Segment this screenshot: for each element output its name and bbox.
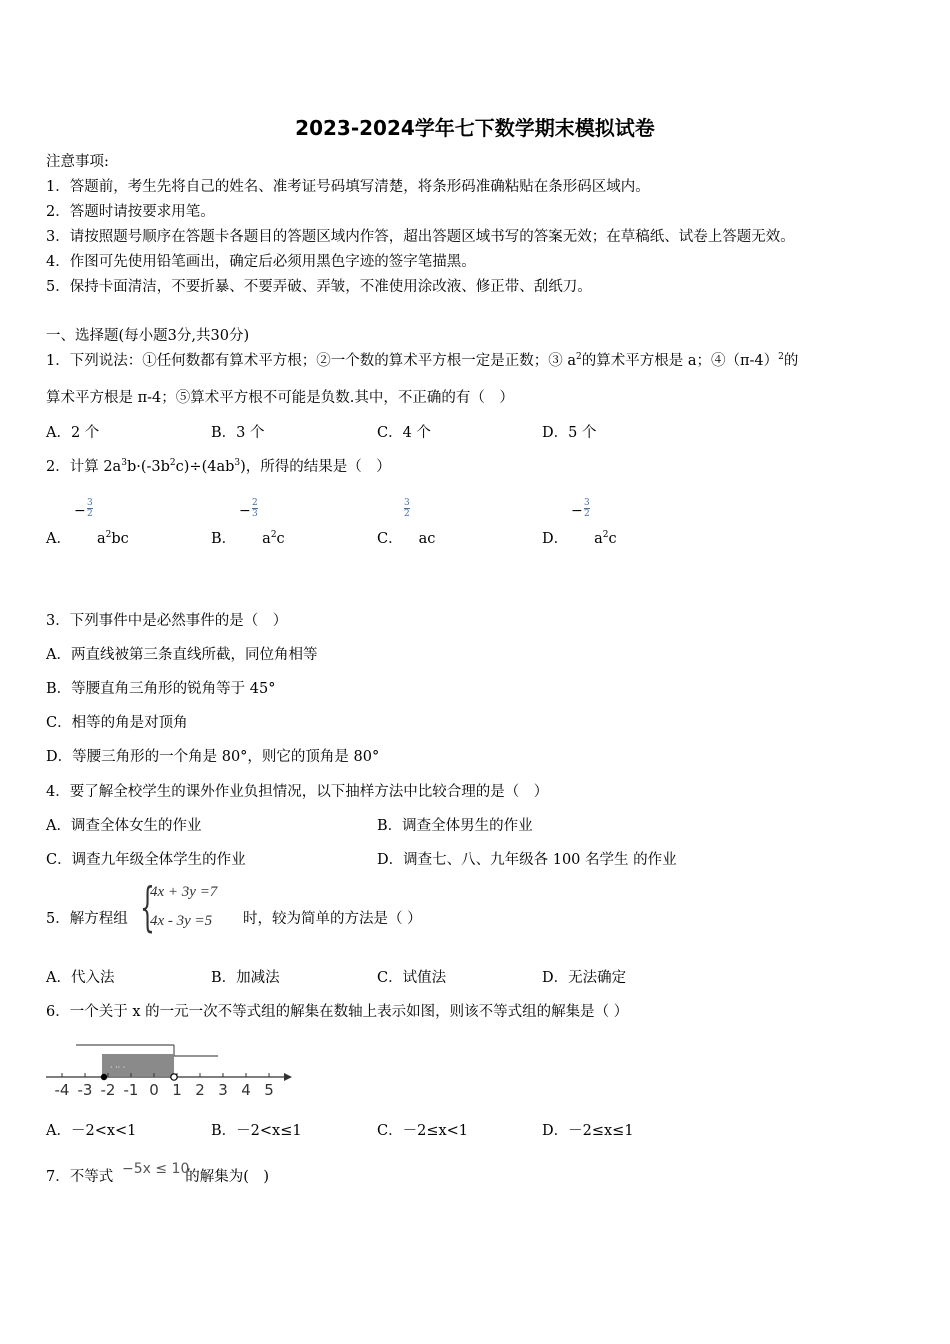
question-3-stem: 3．下列事件中是必然事件的是（ ） [46, 613, 288, 629]
q2-a-fraction [87, 498, 93, 519]
q7-text-b: 的解集为( ) [185, 1169, 270, 1185]
q2-a-base: a [96, 531, 106, 547]
q2-c-numerator: 3 [404, 498, 410, 508]
q6-option-a: A．－2<x<1 [46, 1123, 137, 1139]
q6-option-d: D．－2≤x≤1 [542, 1123, 634, 1139]
q3-option-a: A．两直线被第三条直线所截，同位角相等 [46, 647, 318, 663]
axis-tick-label: -1 [123, 1081, 139, 1099]
number-line-figure [40, 1040, 300, 1100]
q6-option-c: C．－2≤x<1 [377, 1123, 469, 1139]
q1-option-b: B．3 个 [211, 425, 265, 441]
q1-text-c: 的 [783, 353, 799, 369]
q6-option-b: B．－2<x≤1 [211, 1123, 302, 1139]
q1-text-a: 1．下列说法：①任何数都有算术平方根；②一个数的算术平方根一定是正数；③ a [46, 353, 576, 369]
question-2-stem [46, 457, 391, 477]
question-1-stem-line2: 算术平方根是 π-4；⑤算术平方根不可能是负数.其中，不正确的有（ ） [46, 390, 514, 406]
q4-option-b: B．调查全体男生的作业 [377, 818, 533, 834]
q1-option-a: A．2 个 [46, 425, 100, 441]
q2-a-label: A． [46, 531, 71, 547]
q2-b-fraction [252, 498, 258, 519]
equation-system [140, 878, 240, 940]
question-4-stem: 4．要了解全校学生的课外作业负担情况，以下抽样方法中比较合理的是（ ） [46, 784, 549, 800]
axis-tick-label: 0 [149, 1081, 159, 1099]
q2-b-base: a [262, 531, 271, 547]
axis-tick-label: 5 [264, 1081, 274, 1099]
q2-text: )，所得的结果是（ ） [240, 459, 391, 475]
q2-d-sup: 2 [602, 530, 609, 540]
equation-1: 4x + 3y =7 [150, 884, 218, 900]
axis-tick-label: -4 [54, 1081, 70, 1099]
q2-sup: 2 [169, 458, 176, 468]
axis-tick-label: 2 [195, 1081, 205, 1099]
axis-tick-label: -2 [100, 1081, 116, 1099]
page-title: 2023-2024学年七下数学期末模拟试卷 [295, 116, 655, 140]
notice-item: 1．答题前，考生先将自己的姓名、准考证号码填写清楚，将条形码准确粘贴在条形码区域内。 [46, 179, 650, 195]
q2-option-d [542, 529, 617, 549]
q1-option-c: C．4 个 [377, 425, 431, 441]
q1-option-d: D．5 个 [542, 425, 597, 441]
q7-text-a: 7．不等式 [46, 1169, 114, 1185]
q7-inequality: −5x ≤ 10 [122, 1161, 190, 1177]
q2-b-minus: − [239, 503, 251, 519]
question-5-stem-a: 5．解方程组 [46, 911, 128, 927]
axis-tick-label: -3 [77, 1081, 93, 1099]
q3-option-b: B．等腰直角三角形的锐角等于 45° [46, 681, 276, 697]
q2-option-c [377, 529, 435, 549]
question-6-stem: 6．一个关于 x 的一元一次不等式组的解集在数轴上表示如图，则该不等式组的解集是（ ） [46, 1004, 629, 1020]
equation-2: 4x - 3y =5 [150, 913, 213, 929]
closed-endpoint [101, 1074, 107, 1080]
q2-a-denominator: 2 [87, 509, 93, 519]
question-1-stem [46, 351, 798, 371]
q2-sup: 3 [121, 458, 127, 468]
open-endpoint [171, 1074, 177, 1080]
q4-option-a: A．调查全体女生的作业 [46, 818, 202, 834]
q2-option-a [46, 529, 129, 549]
q2-d-label: D． [542, 531, 569, 547]
notice-heading: 注意事项: [46, 154, 109, 170]
q2-d-minus: − [571, 503, 583, 519]
q1-sup: 2 [575, 352, 582, 362]
q2-sup: 3 [234, 458, 241, 468]
axis-tick-label: 3 [218, 1081, 228, 1099]
q2-b-label: B． [211, 531, 237, 547]
q3-option-d: D．等腰三角形的一个角是 80°，则它的顶角是 80° [46, 749, 380, 765]
q2-d-numerator: 3 [584, 498, 590, 508]
q2-b-sup: 2 [270, 530, 277, 540]
q5-option-b: B．加减法 [211, 970, 280, 986]
q2-a-numerator: 3 [87, 498, 93, 508]
axis-tick-label: 4 [241, 1081, 251, 1099]
notice-item: 2．答题时请按要求用笔。 [46, 204, 215, 220]
q2-a-tail: bc [111, 531, 129, 547]
q2-b-numerator: 2 [252, 498, 258, 508]
notice-item: 3．请按照题号顺序在答题卡各题目的答题区域内作答，超出答题区域书写的答案无效；在草稿纸、试卷上答题无效。 [46, 229, 795, 245]
q1-text-b: 的算术平方根是 a；④（π-4） [581, 353, 779, 369]
q2-b-tail: c [276, 531, 285, 547]
q2-text: c)÷(4ab [175, 459, 235, 475]
q2-d-tail: c [608, 531, 617, 547]
q4-option-d: D．调查七、八、九年级各 100 名学生 的作业 [377, 852, 677, 868]
q2-d-base: a [594, 531, 603, 547]
q2-c-tail: ac [418, 531, 436, 547]
q2-option-b [211, 529, 285, 549]
q2-c-fraction [404, 498, 410, 519]
question-5-stem-b: 时，较为简单的方法是（ ） [243, 911, 422, 927]
q5-option-d: D．无法确定 [542, 970, 627, 986]
axis-tick-label: 1 [172, 1081, 182, 1099]
q2-a-minus: − [74, 503, 86, 519]
q2-text: 2．计算 2a [46, 459, 122, 475]
q1-sup: 2 [778, 352, 784, 362]
brace-icon: { [140, 878, 155, 938]
notice-item: 4．作图可先使用铅笔画出，确定后必须用黑色字迹的签字笔描黑。 [46, 254, 476, 270]
notice-item: 5．保持卡面清洁，不要折暴、不要弄破、弄皱，不准使用涂改液、修正带、刮纸刀。 [46, 279, 592, 295]
section-heading: 一、选择题(每小题3分,共30分) [46, 328, 250, 344]
q5-option-a: A．代入法 [46, 970, 115, 986]
q2-a-sup: 2 [105, 530, 112, 540]
axis-arrow-icon [284, 1073, 292, 1081]
q5-option-c: C．试值法 [377, 970, 447, 986]
q2-c-denominator: 2 [404, 509, 410, 519]
q3-option-c: C．相等的角是对顶角 [46, 715, 188, 731]
q2-d-denominator: 2 [584, 509, 590, 519]
q2-text: b·(-3b [126, 459, 170, 475]
q2-d-fraction [584, 498, 590, 519]
shaded-marks: · ·· · [110, 1063, 126, 1072]
q4-option-c: C．调查九年级全体学生的作业 [46, 852, 246, 868]
q2-c-label: C． [377, 531, 403, 547]
q2-b-denominator: 3 [252, 509, 258, 519]
